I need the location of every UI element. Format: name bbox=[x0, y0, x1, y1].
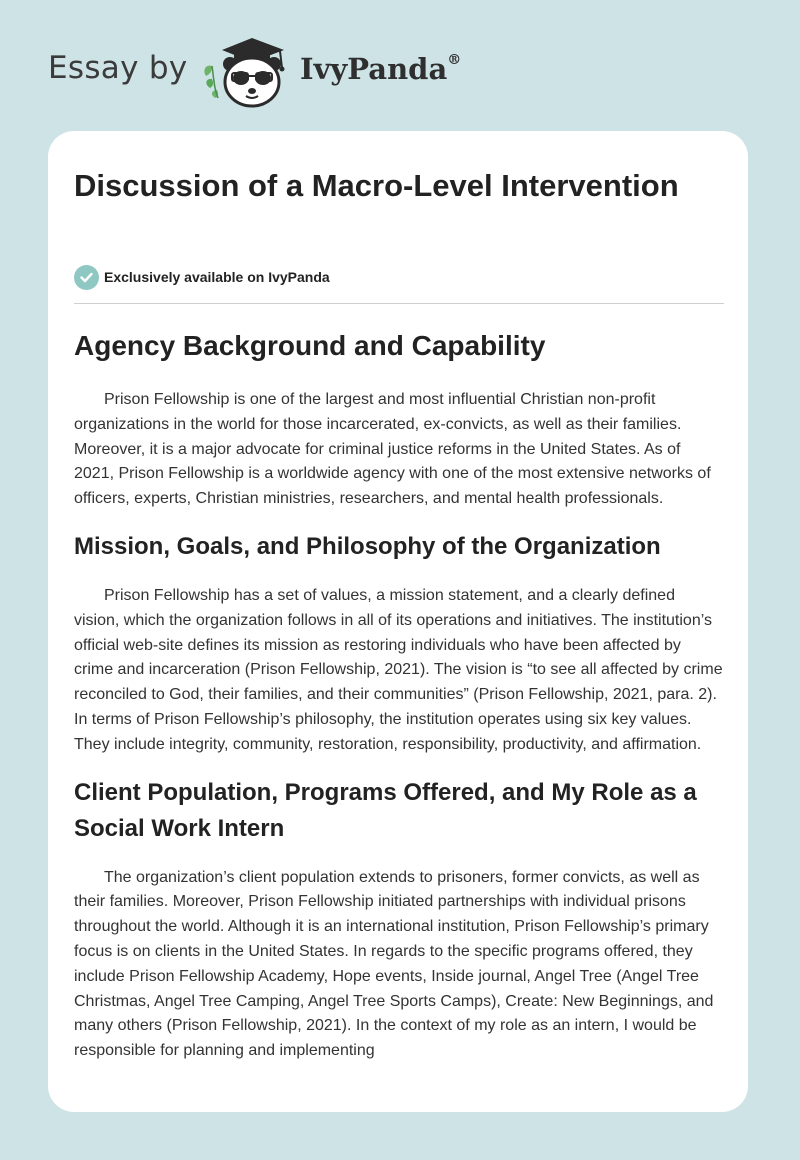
divider bbox=[74, 303, 724, 304]
section-paragraph: The organization’s client population extends to prisoners, former convicts, as well as their families. Moreover, Prison Fellowship initiated partnerships with individual prisons throughout the world. Although it is an international institution, Prison Fellowship’s primary focus is on clients in the United States. In regards to the specific programs offered, they include Prison Fellowship Academy, Hope events, Inside journal, Angel Tree (Angel Tree Christmas, Angel Tree Camping, Angel Tree Sports Camps), Create: New Beginnings, and many others (Prison Fellowship, 2021). In the context of my role as an intern, I would be responsible for planning and implementing bbox=[74, 868, 714, 1060]
brand-text: IvyPanda bbox=[300, 52, 448, 86]
exclusive-badge bbox=[74, 264, 330, 290]
essay-body bbox=[74, 319, 724, 1064]
section-paragraph: Prison Fellowship has a set of values, a mission statement, and a clearly defined vision, which the organization follows in all of its operations and initiatives. The institution’s official web-site defines its mission as restoring individuals who have been affected by crime and incarceration (Prison Fellowship, 2021). The vision is “to see all affected by crime reconciled to God, their families, and their communities” (Prison Fellowship, 2021, para. 2). In terms of Prison Fellowship’s philosophy, the institution operates using six key values. They include integrity, community, restoration, responsibility, productivity, and affirmation. bbox=[74, 586, 723, 753]
section-paragraph: Prison Fellowship is one of the largest and most influential Christian non-profit organizations in the world for those incarcerated, ex-convicts, as well as their families. Moreover, it is a major advocate for criminal justice reforms in the United States. As of 2021, Prison Fellowship is a worldwide agency with one of the most extensive networks of officers, experts, Christian ministries, researchers, and mental health professionals. bbox=[74, 391, 711, 508]
site-header bbox=[0, 0, 800, 120]
section-heading: Agency Background and Capability bbox=[74, 330, 546, 361]
section-heading: Mission, Goals, and Philosophy of the Organization bbox=[74, 532, 661, 560]
section-heading: Client Population, Programs Offered, and My Role as a Social Work Intern bbox=[74, 778, 697, 842]
check-icon bbox=[74, 265, 99, 290]
essay-by-label: Essay by bbox=[48, 50, 188, 86]
panda-logo-icon[interactable] bbox=[200, 36, 292, 108]
brand-name[interactable] bbox=[300, 52, 461, 86]
registered-mark: ® bbox=[447, 52, 462, 69]
page-title: Discussion of a Macro-Level Intervention bbox=[74, 168, 679, 203]
essay-card bbox=[48, 131, 748, 1112]
badge-label: Exclusively available on IvyPanda bbox=[104, 269, 330, 285]
